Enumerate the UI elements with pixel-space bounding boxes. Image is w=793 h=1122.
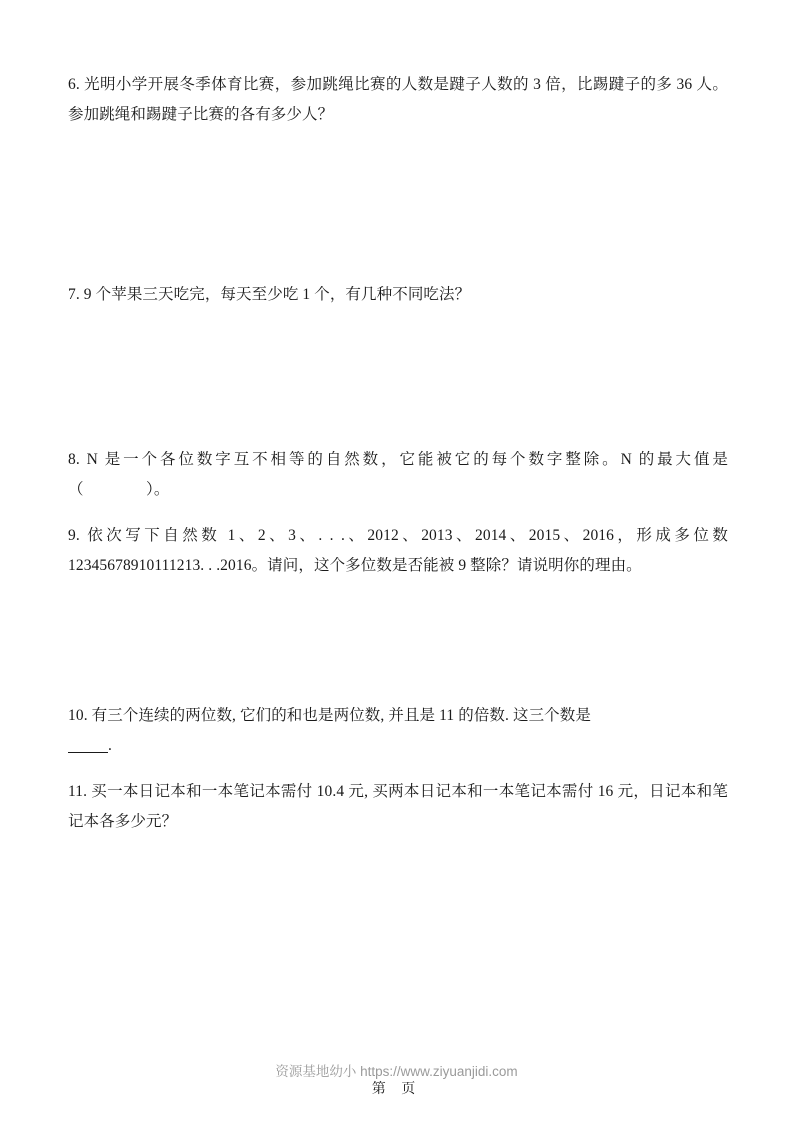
watermark: 资源基地幼小 https://www.ziyuanjidi.com xyxy=(275,1064,518,1079)
questions-container xyxy=(68,70,728,967)
question-10-text: 10. 有三个连续的两位数, 它们的和也是两位数, 并且是 11 的倍数. 这三个数是 xyxy=(68,707,591,724)
page-number: 第 页 xyxy=(371,1082,422,1097)
answer-space-10 xyxy=(68,761,728,777)
answer-space-9 xyxy=(68,581,728,701)
question-10 xyxy=(68,701,728,761)
fill-in-blank xyxy=(68,752,108,753)
question-11: 11. 买一本日记本和一本笔记本需付 10.4 元, 买两本日记本和一本笔记本需付 16 元，日记本和笔记本各多少元？ xyxy=(68,783,728,830)
question-10-text-end: . xyxy=(108,737,112,754)
answer-space-6 xyxy=(68,130,728,280)
question-6: 6. 光明小学开展冬季体育比赛，参加跳绳比赛的人数是踺子人数的 3 倍，比踢踺子的多 36 人。参加跳绳和踢踺子比赛的各有多少人？ xyxy=(68,76,728,123)
question-9: 9. 依次写下自然数 1、2、3、. . .、2012、2013、2014、2015、2016，形成多位数 12345678910111213. . .2016。请问，这个多位数是否能被 9 整除？请说明你的理由。 xyxy=(68,527,728,574)
answer-space-8 xyxy=(68,505,728,521)
question-8: 8. N 是一个各位数字互不相等的自然数，它能被它的每个数字整除。N 的最大值是（ ）。 xyxy=(68,451,728,498)
answer-space-7 xyxy=(68,310,728,445)
question-7: 7. 9 个苹果三天吃完，每天至少吃 1 个，有几种不同吃法？ xyxy=(68,286,471,303)
answer-space-11 xyxy=(68,837,728,967)
